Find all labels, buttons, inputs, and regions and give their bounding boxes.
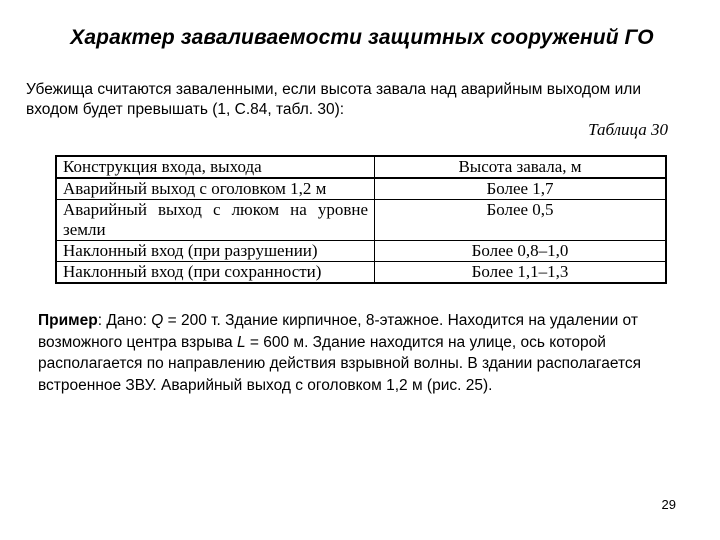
example-text-3: = 600 м. Здание находится на улице, ось которой располагается по направлению действия взрывной волны. В здании располагается встроенное ЗВУ. Аварийный выход с оголовком 1,2 м (рис. 25). [38,333,642,394]
example-q-variable: Q [151,312,164,329]
table-caption: Таблица 30 [588,120,668,139]
table-cell-height: Более 0,8–1,0 [375,241,667,262]
table-row [56,241,666,262]
example-text-1: : Дано: [97,312,152,329]
table-cell-height: Более 1,1–1,3 [375,262,667,284]
intro-paragraph: Убежища считаются заваленными, если высота завала над аварийным выходом или входом будет превышать (1, С.84, табл. 30): [26,81,641,118]
data-table [55,155,667,284]
example-text-2: = 200 т. Здание кирпичное, 8-этажное. Находится на удалении от возможного центра взрыва [38,312,638,351]
example-paragraph [38,310,678,396]
table-row [56,178,666,200]
table-cell-construction: Аварийный выход с оголовком 1,2 м [56,178,375,200]
table-row [56,262,666,284]
header-cell-construction: Конструкция входа, выхода [56,156,375,178]
table-cell-height: Более 0,5 [375,200,667,241]
page-number: 29 [661,497,676,512]
table-cell-height: Более 1,7 [375,178,667,200]
header-cell-height: Высота завала, м [375,156,667,178]
table-header-row [56,156,666,178]
example-label: Пример [38,312,98,329]
table-cell-construction: Наклонный вход (при сохранности) [56,262,375,284]
table-cell-construction: Аварийный выход с люком на уровне земли [56,200,375,241]
slide-title: Характер заваливаемости защитных сооружений ГО [70,26,654,49]
table-cell-construction: Наклонный вход (при разрушении) [56,241,375,262]
table-row [56,200,666,241]
example-l-variable: L [236,333,246,351]
